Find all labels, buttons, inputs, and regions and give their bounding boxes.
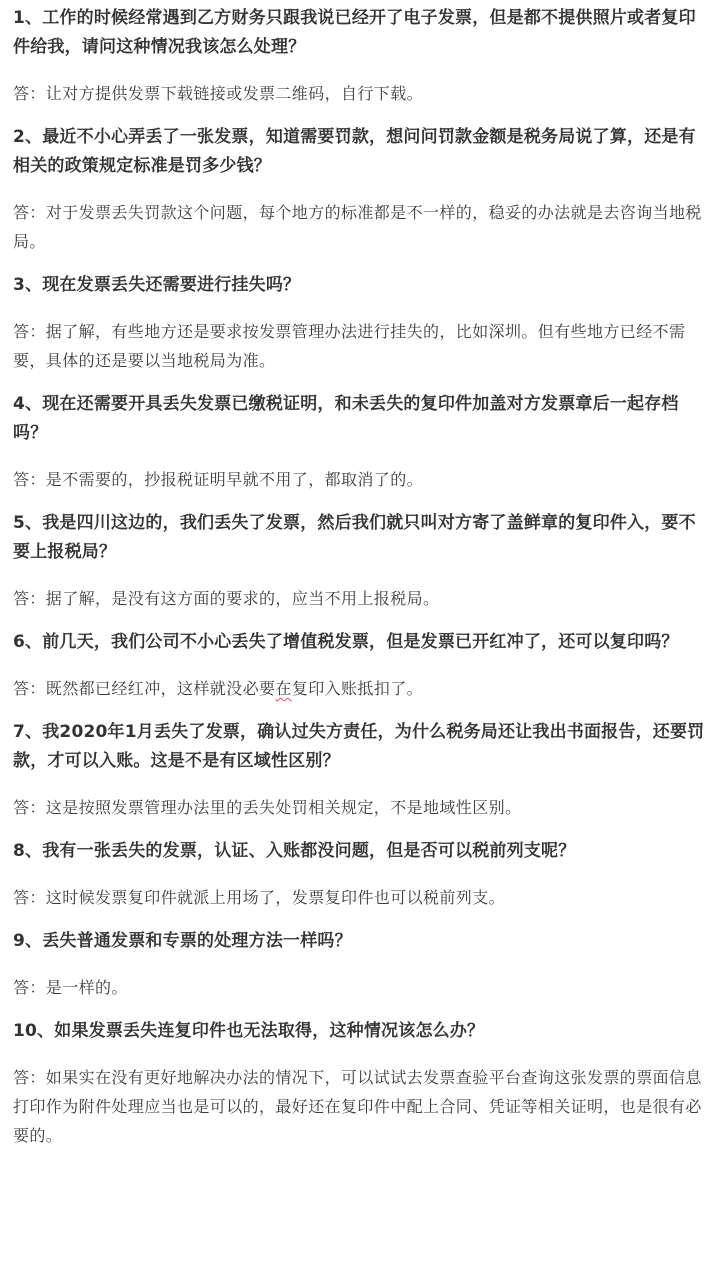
question-9: 9、丢失普通发票和专票的处理方法一样吗？ [13,931,352,951]
question-7: 7、我2020年1月丢失了发票，确认过失方责任，为什么税务局还让我出书面报告，还要罚款，才可以入账。这是不是有区域性区别？ [13,722,705,771]
answer-10: 答：如果实在没有更好地解决办法的情况下，可以试试去发票查验平台查询这张发票的票面信息打印作为附件处理应当也是可以的，最好还在复印件中配上合同、凭证等相关证明，也是很有必要的。 [13,1068,702,1145]
question-2: 2、最近不小心弄丢了一张发票，知道需要罚款，想问问罚款金额是税务局说了算，还是有相关的政策规定标准是罚多少钱？ [13,127,696,176]
qa-item-1 [13,4,709,108]
qa-item-3 [13,271,709,375]
answer-8: 答：这时候发票复印件就派上用场了，发票复印件也可以税前列支。 [13,888,506,907]
question-1: 1、工作的时候经常遇到乙方财务只跟我说已经开了电子发票，但是都不提供照片或者复印件给我，请问这种情况我该怎么处理？ [13,8,696,57]
qa-item-5 [13,509,709,613]
qa-item-8 [13,837,709,912]
answer-6-text-end: 复印入账抵扣了。 [291,679,424,698]
question-5: 5、我是四川这边的，我们丢失了发票，然后我们就只叫对方寄了盖鲜章的复印件入，要不要上报税局？ [13,513,696,562]
answer-6 [13,674,709,703]
qa-item-6 [13,628,709,703]
qa-item-10 [13,1017,709,1150]
answer-5: 答：据了解，是没有这方面的要求的，应当不用上报税局。 [13,589,440,608]
qa-item-4 [13,390,709,494]
answer-6-text-start: 答：既然都已经红冲，这样就没必要 [13,679,276,698]
qa-item-7 [13,718,709,822]
answer-9: 答：是一样的。 [13,978,128,997]
qa-item-2 [13,123,709,256]
question-4: 4、现在还需要开具丢失发票已缴税证明，和未丢失的复印件加盖对方发票章后一起存档吗？ [13,394,679,443]
answer-2: 答：对于发票丢失罚款这个问题，每个地方的标准都是不一样的，稳妥的办法就是去咨询当地税局。 [13,203,702,251]
question-8: 8、我有一张丢失的发票，认证、入账都没问题，但是否可以税前列支呢？ [13,841,576,861]
answer-1: 答：让对方提供发票下载链接或发票二维码，自行下载。 [13,84,424,103]
question-10: 10、如果发票丢失连复印件也无法取得，这种情况该怎么办？ [13,1021,485,1041]
qa-item-9 [13,927,709,1002]
answer-7: 答：这是按照发票管理办法里的丢失处罚相关规定，不是地域性区别。 [13,798,522,817]
answer-3: 答：据了解，有些地方还是要求按发票管理办法进行挂失的，比如深圳。但有些地方已经不需要，具体的还是要以当地税局为准。 [13,322,686,370]
spellcheck-marked-word: 在 [275,679,292,698]
question-6: 6、前几天，我们公司不小心丢失了增值税发票，但是发票已开红冲了，还可以复印吗？ [13,632,679,652]
answer-4: 答：是不需要的，抄报税证明早就不用了，都取消了的。 [13,470,424,489]
question-3: 3、现在发票丢失还需要进行挂失吗？ [13,275,301,295]
